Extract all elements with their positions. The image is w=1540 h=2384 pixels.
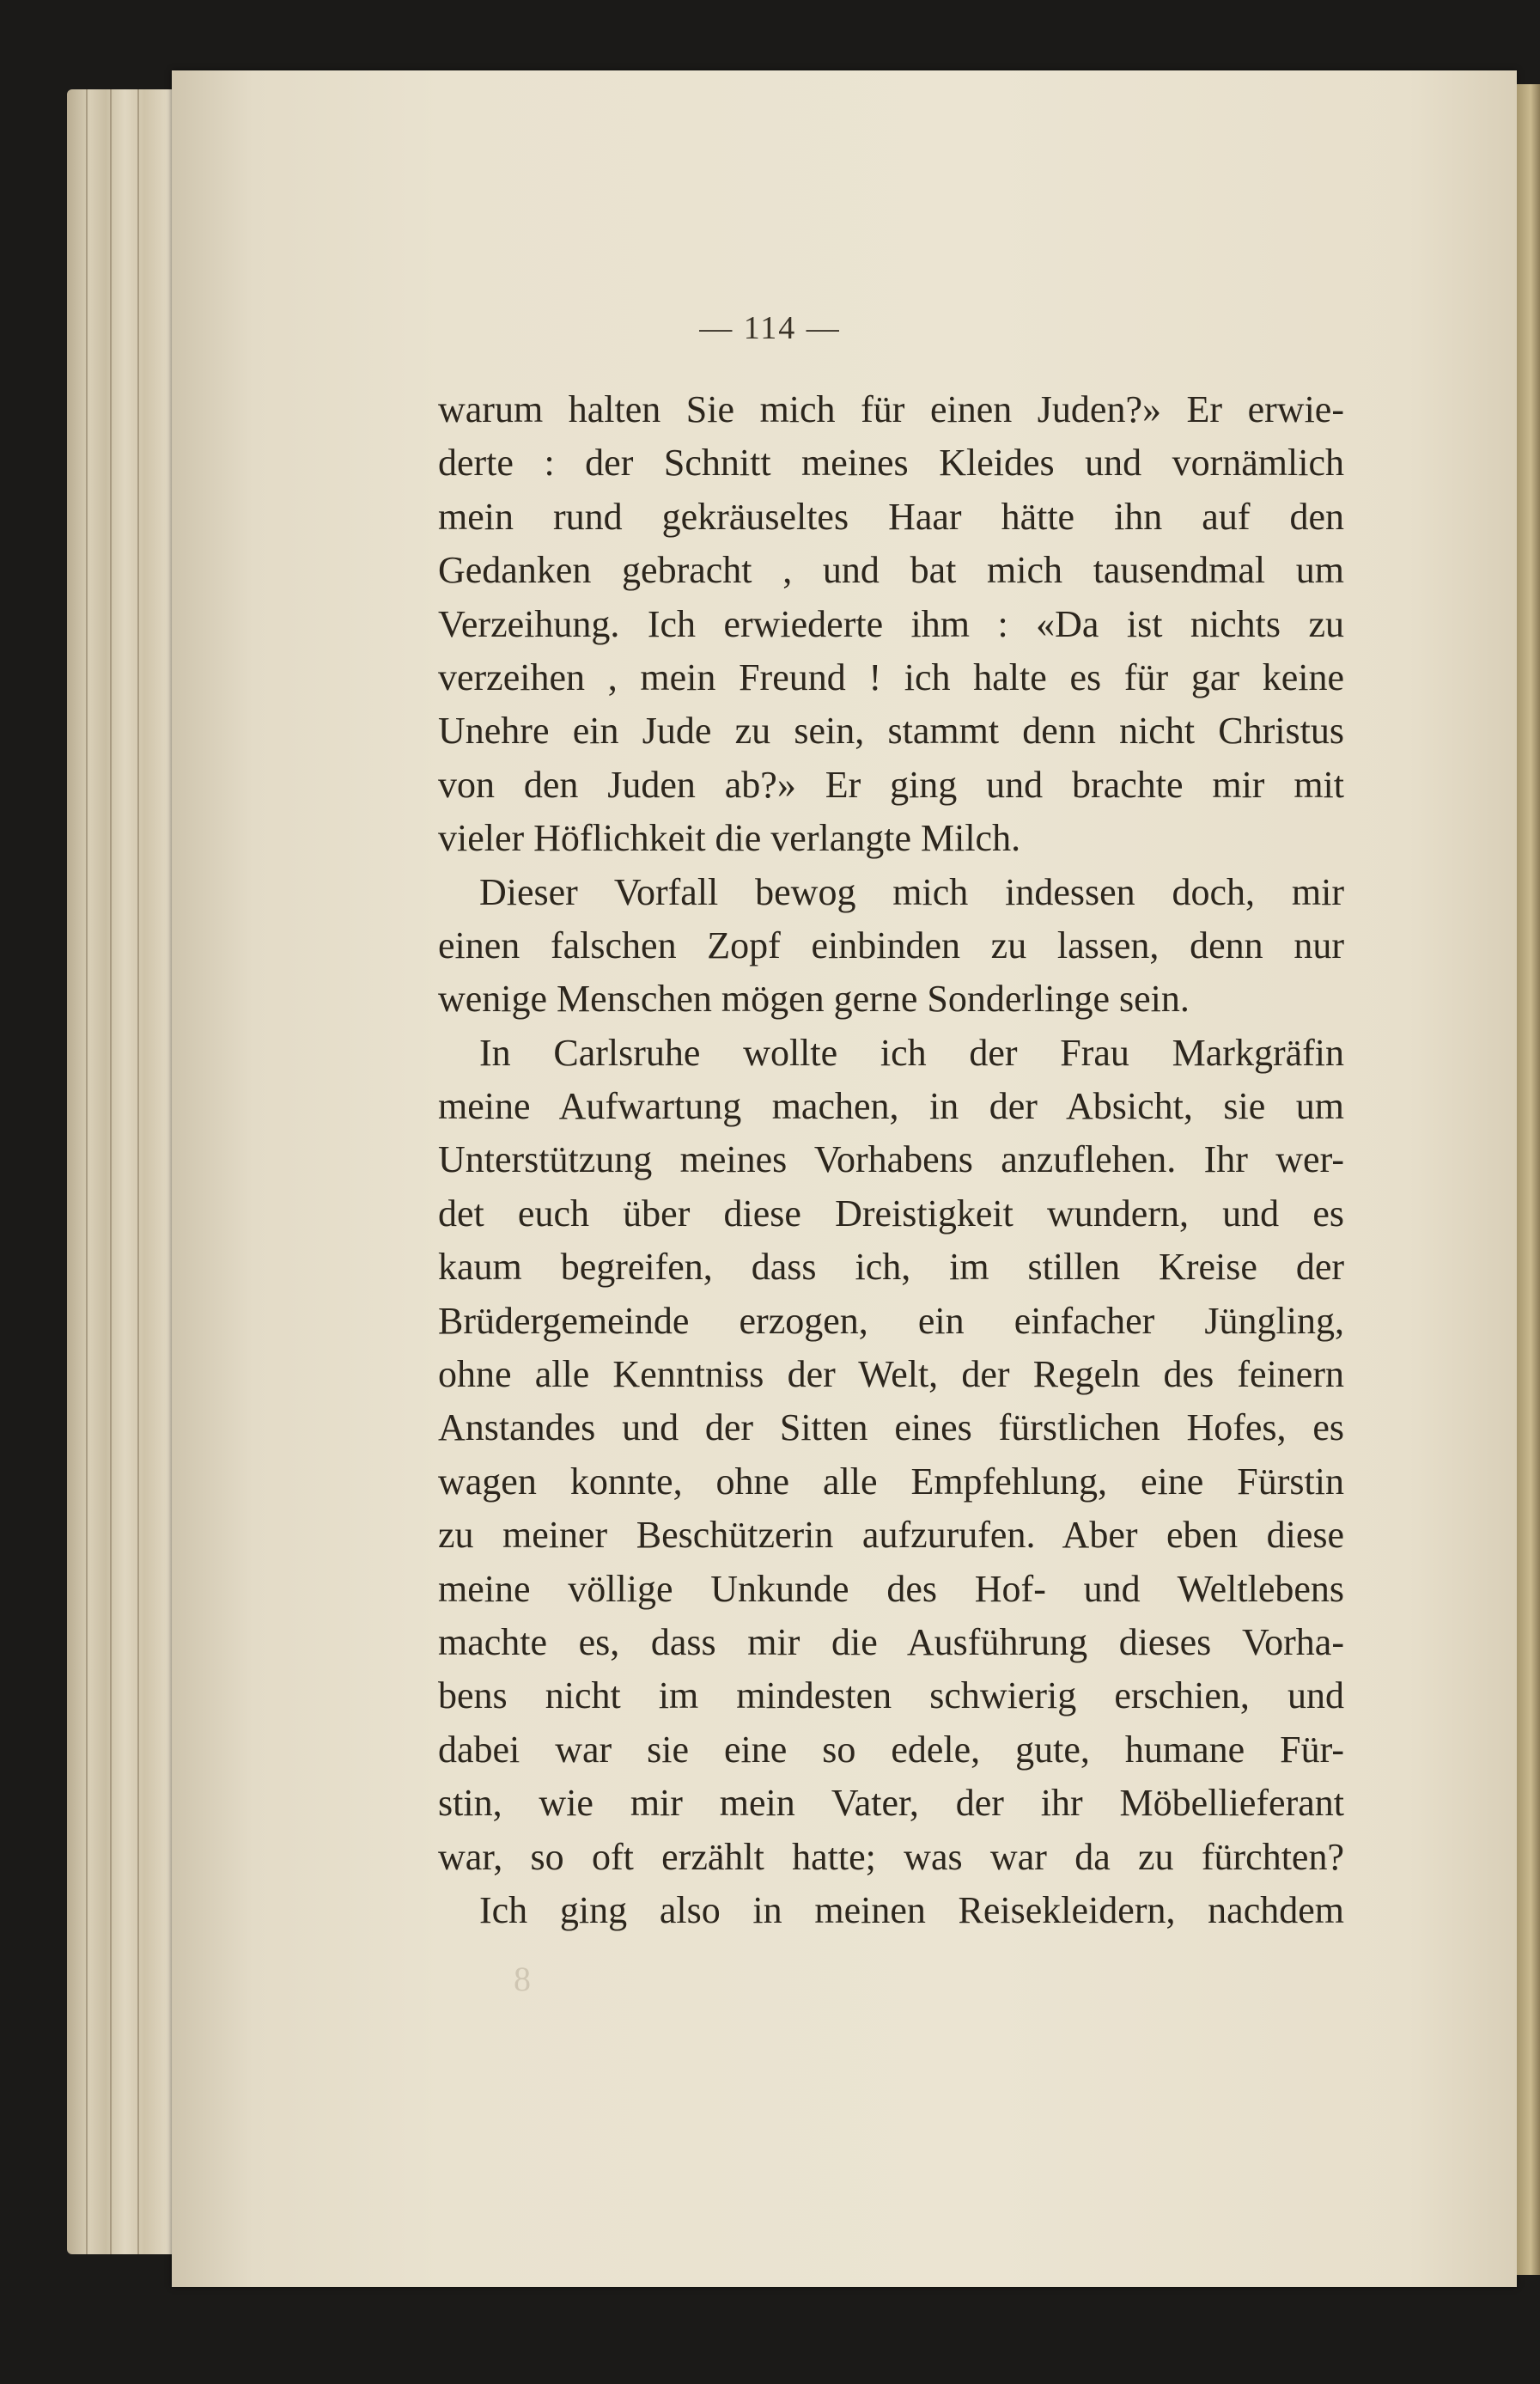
text-line: Verzeihung. Ich erwiederte ihm : «Da ist nichts zu [438, 602, 1344, 645]
text-line: In Carlsruhe wollte ich der Frau Markgräfin [479, 1031, 1344, 1074]
page-edge-line [137, 89, 139, 2254]
text-line: det euch über diese Dreistigkeit wundern, und es [438, 1192, 1344, 1235]
text-line: Brüdergemeinde erzogen, ein einfacher Jüngling, [438, 1299, 1344, 1342]
text-line: meine völlige Unkunde des Hof- und Weltlebens [438, 1567, 1344, 1610]
text-line: stin, wie mir mein Vater, der ihr Möbellieferant [438, 1782, 1344, 1825]
page-edge-line [110, 89, 112, 2254]
text-line: Anstandes und der Sitten eines fürstlichen Hofes, es [438, 1406, 1344, 1449]
text-line: einen falschen Zopf einbinden zu lassen, denn nur [438, 924, 1344, 966]
text-line: ohne alle Kenntniss der Welt, der Regeln des feinern [438, 1353, 1344, 1396]
text-line: derte : der Schnitt meines Kleides und vornämlich [438, 442, 1344, 485]
text-line: vieler Höflichkeit die verlangte Milch. [438, 817, 1021, 860]
text-line: wenige Menschen mögen gerne Sonderlinge sein. [438, 978, 1190, 1021]
text-line: von den Juden ab?» Er ging und brachte mir mit [438, 763, 1344, 806]
text-line: warum halten Sie mich für einen Juden?» Er erwie- [438, 388, 1344, 430]
text-line: Dieser Vorfall bewog mich indessen doch, mir [479, 870, 1344, 913]
facing-page-edge [1517, 84, 1540, 2275]
text-line: verzeihen , mein Freund ! ich halte es für gar keine [438, 655, 1344, 698]
text-line: machte es, dass mir die Ausführung dieses Vorha- [438, 1620, 1344, 1663]
text-line: war, so oft erzählt hatte; was war da zu fürchten? [438, 1835, 1344, 1878]
text-line: kaum begreifen, dass ich, im stillen Kreise der [438, 1246, 1344, 1289]
text-line: Unterstützung meines Vorhabens anzuflehen. Ihr wer- [438, 1138, 1344, 1181]
page-number: — 114 — [699, 310, 841, 346]
text-line: bens nicht im mindesten schwierig erschien, und [438, 1674, 1344, 1717]
text-line: zu meiner Beschützerin aufzurufen. Aber eben diese [438, 1514, 1344, 1557]
page-edge-line [86, 89, 88, 2254]
text-line: wagen konnte, ohne alle Empfehlung, eine Fürstin [438, 1460, 1344, 1503]
text-line: Unehre ein Jude zu sein, stammt denn nicht Christus [438, 710, 1344, 753]
signature-mark: 8 [514, 1960, 531, 1998]
text-line: dabei war sie eine so edele, gute, humane Für- [438, 1728, 1344, 1771]
text-line: meine Aufwartung machen, in der Absicht, sie um [438, 1085, 1344, 1128]
text-line: mein rund gekräuseltes Haar hätte ihn auf den [438, 495, 1344, 538]
text-line: Ich ging also in meinen Reisekleidern, nachdem [479, 1888, 1344, 1931]
body-text [438, 383, 1344, 1937]
text-line: Gedanken gebracht , und bat mich tausendmal um [438, 549, 1344, 592]
